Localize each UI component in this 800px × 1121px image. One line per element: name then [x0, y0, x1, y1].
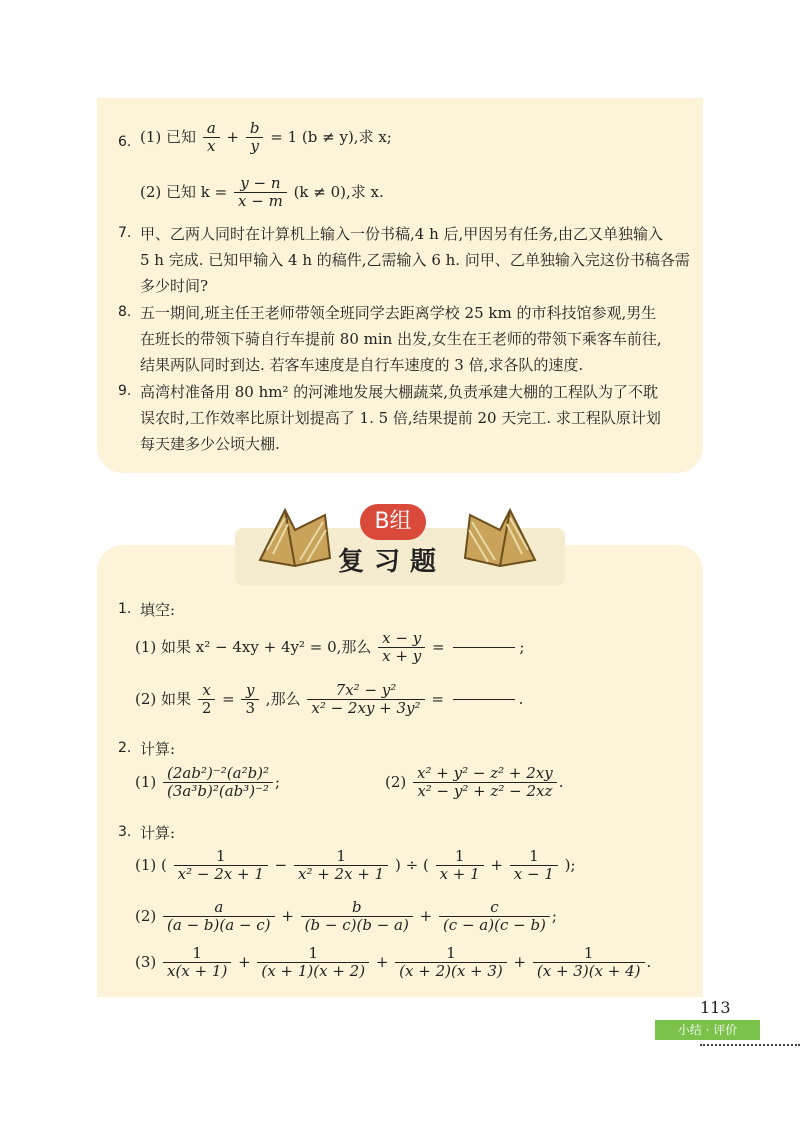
b2-label: 计算:: [140, 740, 176, 758]
q9-line3: 每天建多少公顷大棚.: [140, 435, 280, 453]
q8-line2: 在班长的带领下骑自行车提前 80 min 出发,女生在王老师的带领下乘客车前往,: [140, 330, 662, 348]
q8-line3: 结果两队同时到达. 若客车速度是自行车速度的 3 倍,求各队的速度.: [140, 356, 584, 374]
q7-line1: 甲、乙两人同时在计算机上输入一份书稿,4 h 后,甲因另有任务,由乙又单独输入: [140, 225, 664, 243]
b3-part1: (1) ( $\frac{1}{\text{x² − 2x + 1}}$ − $\frac{1}{\text{x² + 2x + 1}}$ ) ÷ ( $\frac{1}{x + 1}$ + $\frac{1}{x - 1}$ );: [135, 847, 576, 884]
q8-number: 8.: [118, 304, 132, 320]
page-number: 113: [700, 998, 731, 1017]
b2-part2: (2) $\frac{\text{x² + y² − z² + 2xy}}{\text{x² − y² + z² − 2xz}}$ .: [385, 764, 564, 801]
q6-number: 6.: [118, 134, 132, 150]
section-title: 复习题: [338, 547, 447, 577]
q6-part2: (2) 已知 k = $\frac{y - n}{x - m}$ (k ≠ 0),求 x.: [140, 174, 384, 211]
open-book-icon-left: [255, 500, 335, 572]
b1-label: 填空:: [140, 601, 176, 619]
open-book-icon-right: [460, 500, 540, 572]
q9-line2: 误农时,工作效率比原计划提高了 1. 5 倍,结果提前 20 天完工. 求工程队原计划: [140, 409, 661, 427]
dotted-divider: [700, 1044, 800, 1046]
b3-part2: (2) $\frac{a}{(a - b)(a - c)}$ + $\frac{b}{(b - c)(b - a)}$ + $\frac{c}{(c - a)(c - b)}$ ;: [135, 898, 557, 935]
q9-line1: 高湾村准备用 80 hm² 的河滩地发展大棚蔬菜,负责承建大棚的工程队为了不耽: [140, 383, 659, 401]
q7-line2: 5 h 完成. 已知甲输入 4 h 的稿件,乙需输入 6 h. 问甲、乙单独输入完这份书稿各需: [140, 251, 690, 269]
q9-number: 9.: [118, 383, 132, 399]
q7-line3: 多少时间?: [140, 277, 209, 295]
answer-blank: [453, 699, 515, 700]
group-badge: B组: [360, 504, 426, 540]
b2-number: 2.: [118, 740, 132, 756]
b3-part3: (3) $\frac{1}{x(x + 1)}$ + $\frac{1}{(x + 1)(x + 2)}$ + $\frac{1}{(x + 2)(x + 3)}$ + $\frac{1}{(x + 3)(x + 4)}$ .: [135, 944, 652, 981]
b2-part1: (1) $\frac{\text{(2ab²)⁻²(a²b)²}}{\text{(3a³b)²(ab³)⁻²}}$ ;: [135, 764, 281, 801]
chapter-tag: 小结 · 评价: [655, 1020, 760, 1040]
q7-number: 7.: [118, 225, 132, 241]
b3-label: 计算:: [140, 824, 176, 842]
q6-part1: (1) 已知 $\frac{a}{x}$ + $\frac{b}{y}$ = 1 (b ≠ y),求 x;: [140, 119, 392, 156]
answer-blank: [453, 647, 515, 648]
q8-line1: 五一期间,班主任王老师带领全班同学去距离学校 25 km 的市科技馆参观,男生: [140, 304, 657, 322]
b1-number: 1.: [118, 601, 132, 617]
b1-part2: (2) 如果 $\frac{x}{2}$ = $\frac{y}{3}$ ,那么 $\frac{\text{7x² − y²}}{\text{x² − 2xy + 3y²}}$ = .: [135, 681, 524, 718]
b1-part1: (1) 如果 x² − 4xy + 4y² = 0,那么 $\frac{x - y}{x + y}$ = ;: [135, 629, 525, 666]
b3-number: 3.: [118, 824, 132, 840]
